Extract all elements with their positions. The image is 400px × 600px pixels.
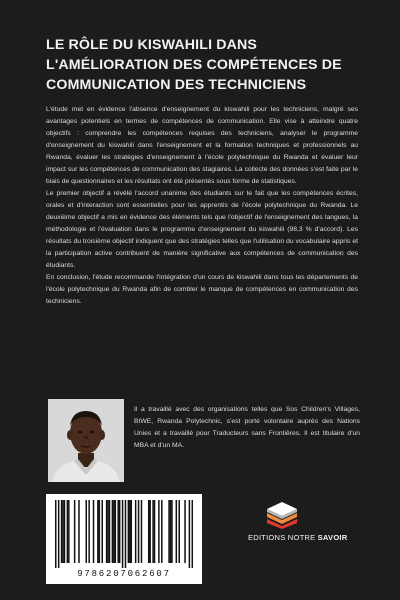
barcode-bar — [106, 500, 108, 563]
barcode-bar — [148, 500, 150, 563]
title-line-2: L'AMÉLIORATION DES COMPÉTENCES DE — [46, 57, 342, 73]
barcode-bar — [171, 500, 173, 563]
abstract-paragraph-2: Le premier objectif a révélé l'accord unanime des étudiants sur le fait que les compétences écrites, orales et d'interaction sont essentielles pour les apprentis de l'école polytechnique du Rwanda. Le deuxième objectif a mis en évidence des éléments tels que l'objectif de l'enseignement des langues, la méthodologie et l'évaluation dans le programme d'enseignement du kiswahili (98,3 % d'accord). Les résultats du troisième objectif indiquent que des stratégies telles que l'utilisation du vocabulaire appris et la participation active contribuent de manière significative aux compétences de communication des étudiants. — [46, 190, 358, 269]
barcode-bar — [109, 500, 111, 563]
barcode-bar — [113, 500, 115, 563]
barcode-bar — [58, 500, 60, 568]
barcode-bar — [178, 500, 180, 563]
barcode-bar — [184, 500, 186, 563]
barcode-bar — [176, 500, 178, 563]
barcode-bar — [152, 500, 154, 563]
barcode-bar — [138, 500, 140, 563]
barcode-bar — [161, 500, 163, 563]
abstract — [46, 104, 358, 308]
barcode-bars — [55, 500, 193, 568]
book-title — [46, 35, 376, 95]
barcode-bar — [62, 500, 64, 563]
abstract-paragraph-3: En conclusion, l'étude recommande l'intégration d'un cours de kiswahili dans tous les départements de l'école polytechnique du Rwanda afin de combler le manque de compétences en communication des techniciens. — [46, 274, 358, 305]
title-line-3: COMMUNICATION DES TECHNICIENS — [46, 77, 307, 93]
barcode-bar — [141, 500, 143, 563]
barcode-bar — [131, 500, 133, 563]
barcode-bar — [107, 500, 109, 563]
publisher-name-bold: SAVOIR — [317, 533, 348, 542]
barcode-bar — [101, 500, 103, 563]
barcode-bar — [125, 500, 127, 568]
barcode-bar — [78, 500, 80, 563]
barcode-bar — [119, 500, 121, 563]
barcode-bar — [74, 500, 76, 563]
barcode-bar — [170, 500, 172, 563]
barcode-bar — [192, 500, 193, 568]
barcode-bar — [99, 500, 101, 563]
barcode-bar — [129, 500, 131, 563]
barcode-bar — [93, 500, 95, 563]
barcode-bar — [135, 500, 137, 563]
barcode-bar — [88, 500, 90, 563]
barcode-bar — [149, 500, 151, 563]
barcode-bar — [55, 500, 57, 568]
title-line-1: LE RÔLE DU KISWAHILI DANS — [46, 37, 258, 53]
barcode-bar — [112, 500, 114, 563]
barcode-bar — [158, 500, 160, 563]
barcode-bar — [64, 500, 66, 563]
barcode-bar — [189, 500, 191, 568]
barcode-bar — [168, 500, 170, 563]
barcode-bar — [122, 500, 124, 568]
publisher-logo — [248, 495, 348, 550]
barcode-bar — [86, 500, 88, 563]
barcode-bar — [117, 500, 119, 563]
abstract-paragraph-1: L'étude met en évidence l'absence d'enseignement du kiswahili pour les techniciens, malgré ses avantages potentiels en termes de compétences de communication. Elle vise à atteindre quatre objectifs : comprendre les compétences requises des techniciens, analyser le programme d'enseignement du kiswahili dans l'enseignement et la formation techniques et professionnels au Rwanda, évaluer les stratégies d'enseignement à l'école polytechnique du Rwanda et évaluer leur impact sur les compétences de communication des stagiaires. La collecte des données s'est faite par le biais de questionnaires et les résultats ont été présentés sous forme de statistiques. — [46, 106, 358, 185]
author-bio: Il a travaillé avec des organisations telles que Sos Children's Villages, BIWE, Rwanda Polytechnic, s'est porté volontaire auprès des Nations Unies et a travaillé pour Traducteurs sans Frontières. Il est titulaire d'un MBA et d'un MA. — [134, 406, 360, 449]
author-photo — [48, 399, 124, 482]
isbn-number: 9786207062607 — [77, 569, 171, 579]
author-portrait-image — [48, 399, 124, 482]
barcode-bar — [97, 500, 99, 563]
publisher-name-regular: EDITIONS NOTRE — [248, 533, 318, 542]
book-stack-icon — [265, 499, 299, 529]
barcode-bar — [67, 500, 69, 563]
barcode-bar — [61, 500, 63, 563]
barcode-bar — [68, 500, 70, 563]
publisher-name — [248, 533, 346, 542]
barcode-bar — [154, 500, 156, 563]
barcode-bar — [128, 500, 130, 563]
barcode-bar — [115, 500, 117, 563]
isbn-barcode — [46, 494, 202, 584]
